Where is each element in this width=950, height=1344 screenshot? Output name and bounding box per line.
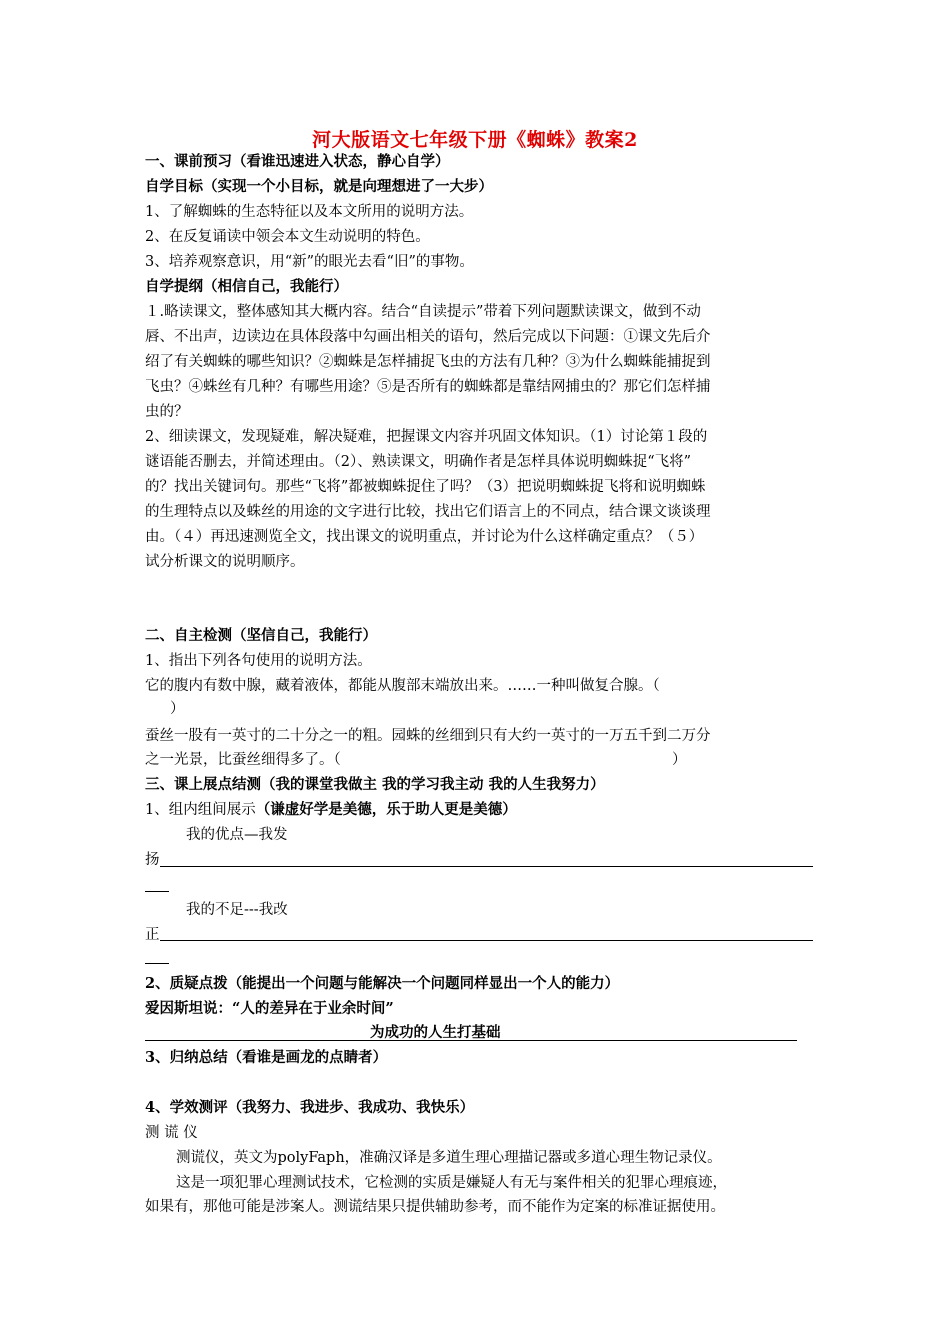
merit-answer-line-cont[interactable]: [145, 891, 169, 892]
section1-heading: 一、课前预习（看谁迅速进入状态，静心自学）: [145, 153, 450, 170]
outline-line: 谜语能否删去，并简述理由。（2）、熟读课文，明确作者是怎样具体说明蜘蛛捉“飞将”: [145, 454, 692, 470]
item2-heading: 2、质疑点拨（能提出一个问题与能解决一个问题同样显出一个人的能力）: [145, 975, 620, 992]
item1-motto: （谦虚好学是美德，乐于助人更是美德）: [255, 801, 517, 818]
exercise-sentence: 它的腹内有数中腺，藏着液体，都能从腹部末端放出来。……一种叫做复合腺。（: [145, 678, 660, 694]
quote-underline: [145, 1040, 797, 1041]
fault-label-end: 正: [145, 927, 160, 943]
merit-answer-line[interactable]: [160, 866, 813, 867]
outline-line: 绍了有关蜘蛛的哪些知识？②蜘蛛是怎样捕捉飞虫的方法有几种？③为什么蜘蛛能捕捉到: [145, 354, 711, 370]
goal-item: 3、培养观察意识，用“新”的眼光去看“旧”的事物。: [145, 254, 474, 270]
answer-bracket-close: ）: [672, 752, 687, 768]
outline-line: 试分析课文的说明顺序。: [145, 554, 305, 570]
merit-label-end: 扬: [145, 852, 160, 868]
goal-item: 2、在反复诵读中领会本文生动说明的特色。: [145, 229, 430, 245]
exercise-sentence: 蚕丝一股有一英寸的二十分之一的粗。园蛛的丝细到只有大约一英寸的一万五千到二万分: [145, 728, 711, 744]
goals-heading: 自学目标（实现一个小目标，就是向理想进了一大步）: [145, 178, 493, 195]
exercise-instruction: 1、指出下列各句使用的说明方法。: [145, 653, 372, 669]
quote-motto: 为成功的人生打基础: [370, 1024, 501, 1041]
outline-line: 2、细读课文，发现疑难，解决疑难，把握课文内容并巩固文体知识。（1）讨论第１段的: [145, 429, 708, 445]
goal-item: 1、了解蜘蛛的生态特征以及本文所用的说明方法。: [145, 204, 474, 220]
document-title: 河大版语文七年级下册《蜘蛛》教案2: [312, 129, 638, 151]
reading-paragraph: 这是一项犯罪心理测试技术，它检测的实质是嫌疑人有无与案件相关的犯罪心理痕迹，: [176, 1175, 727, 1191]
outline-line: 飞虫？④蛛丝有几种？有哪些用途？⑤是否所有的蜘蛛都是靠结网捕虫的？那它们怎样捕: [145, 379, 711, 395]
exercise-sentence: 之一光景，比蚕丝细得多了。（: [145, 752, 341, 768]
item4-heading: 4、学效测评（我努力、我进步、我成功、我快乐）: [145, 1099, 475, 1116]
item1-label: 1、组内组间展示: [145, 802, 256, 818]
fault-label: 我的不足---我改: [186, 902, 288, 918]
reading-paragraph: 测谎仪，英文为polyFaph，准确汉译是多道生理心理描记器或多道心理生物记录仪。: [176, 1150, 722, 1166]
fault-answer-line-cont[interactable]: [145, 963, 169, 964]
fault-answer-line[interactable]: [160, 940, 813, 941]
outline-line: １.略读课文，整体感知其大概内容。结合“自读提示”带着下列问题默读课文，做到不动: [145, 304, 701, 320]
reading-title: 测 谎 仪: [145, 1125, 198, 1141]
outline-line: 虫的？: [145, 404, 189, 420]
section3-heading: 三、课上展点结测（我的课堂我做主 我的学习我主动 我的人生我努力）: [145, 776, 605, 793]
einstein-quote: 爱因斯坦说：“人的差异在于业余时间”: [145, 1000, 394, 1017]
outline-line: 唇、不出声，边读边在具体段落中勾画出相关的语句，然后完成以下问题：①课文先后介: [145, 329, 711, 345]
item1-line: [145, 800, 517, 820]
merit-label: 我的优点—我发: [186, 827, 288, 843]
item3-heading: 3、归纳总结（看谁是画龙的点睛者）: [145, 1049, 388, 1066]
outline-line: 由。（４）再迅速测览全文，找出课文的说明重点，并讨论为什么这样确定重点？（５）: [145, 529, 704, 545]
section2-heading: 二、自主检测（坚信自己，我能行）: [145, 627, 377, 644]
reading-paragraph-cont: 如果有，那他可能是涉案人。测谎结果只提供辅助参考，而不能作为定案的标准证据使用。: [145, 1199, 725, 1215]
outline-line: 的生理特点以及蛛丝的用途的文字进行比较，找出它们语言上的不同点，结合课文谈谈理: [145, 504, 711, 520]
outline-heading: 自学提纲（相信自己，我能行）: [145, 278, 348, 295]
answer-bracket-close: ）: [170, 701, 185, 717]
outline-line: 的？找出关键词句。那些“飞将”都被蜘蛛捉住了吗？（3）把说明蜘蛛捉飞将和说明蜘蛛: [145, 479, 706, 495]
